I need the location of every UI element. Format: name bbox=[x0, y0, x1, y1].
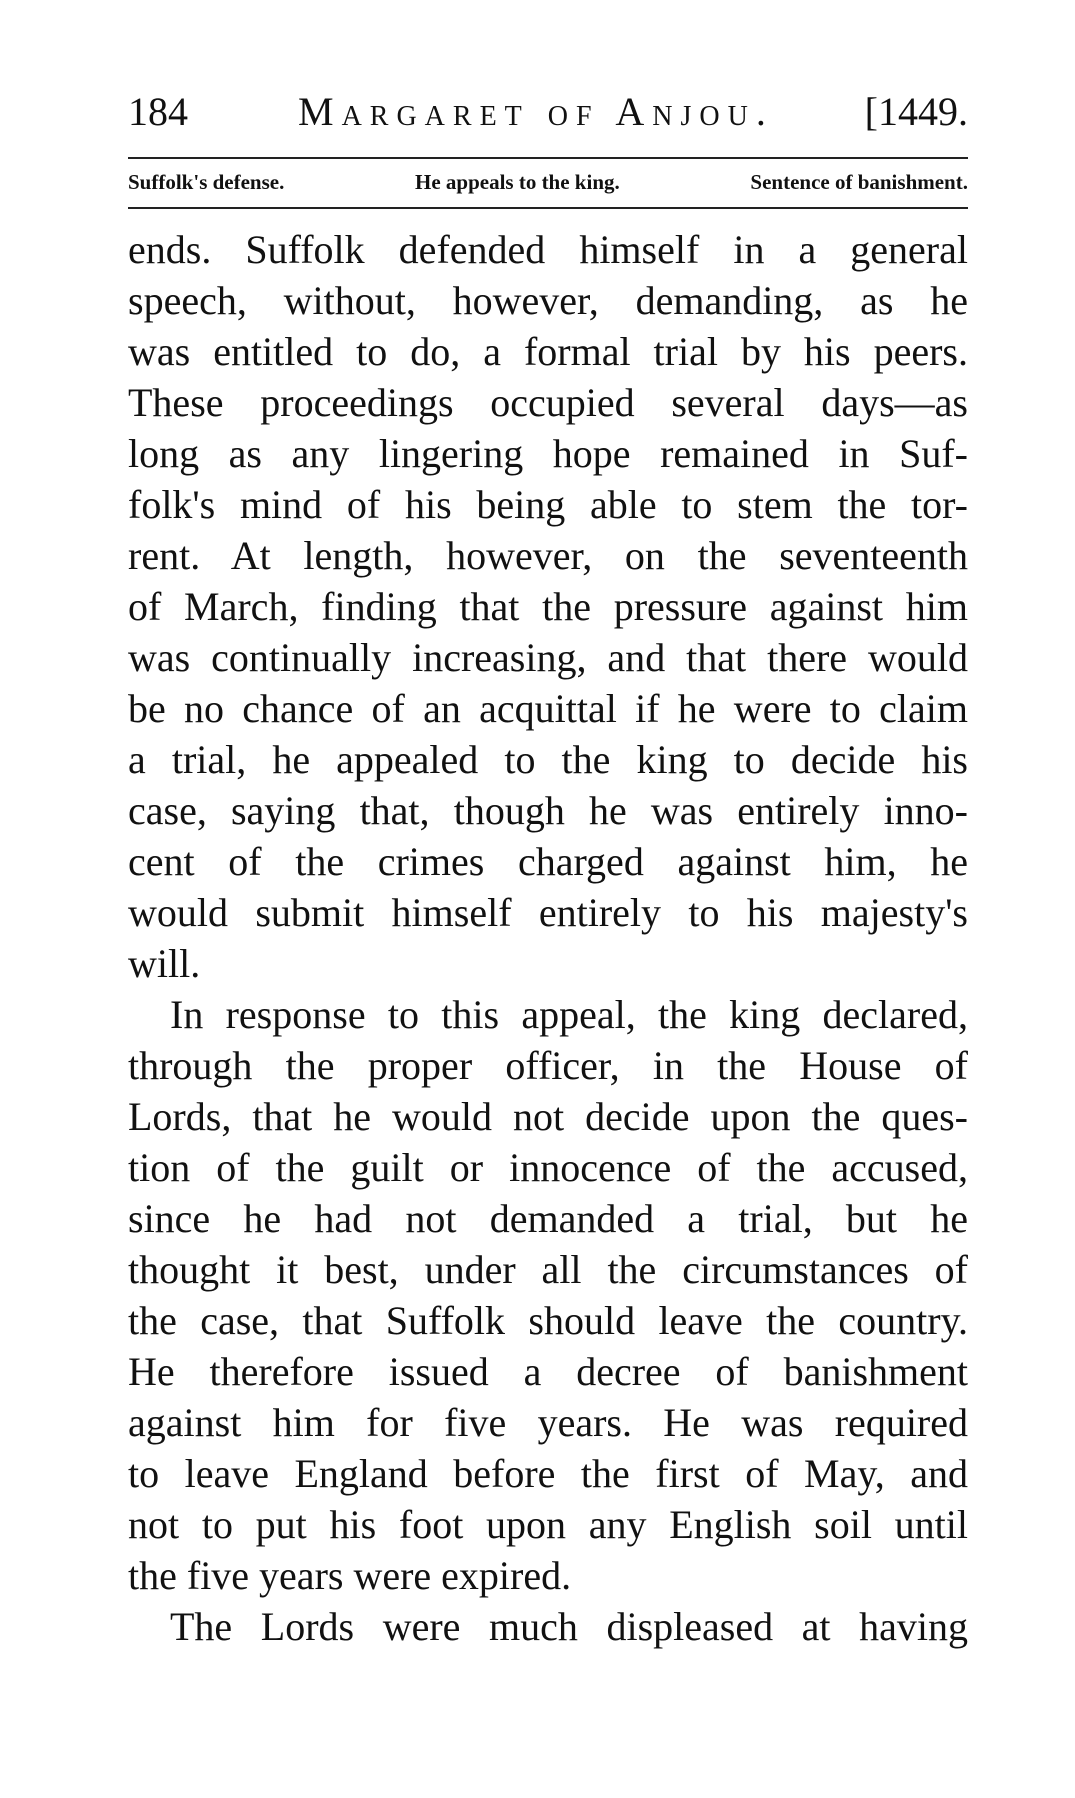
text-line: long as any lingering hope remained in Suf- bbox=[128, 431, 968, 476]
text-line: speech, without, however, demanding, as he bbox=[128, 278, 968, 323]
text-line: to leave England before the first of May, and bbox=[128, 1451, 968, 1496]
text-line: case, saying that, though he was entirely inno- bbox=[128, 788, 968, 833]
text-line: the case, that Suffolk should leave the country. bbox=[128, 1298, 968, 1343]
text-line: Lords, that he would not decide upon the ques- bbox=[128, 1094, 968, 1139]
text-line: will. bbox=[128, 941, 201, 986]
text-line: cent of the crimes charged against him, he bbox=[128, 839, 968, 884]
body-text bbox=[128, 224, 968, 1652]
text-line: since he had not demanded a trial, but he bbox=[128, 1196, 968, 1241]
topic-summary bbox=[128, 166, 968, 198]
text-line: a trial, he appealed to the king to decide his bbox=[128, 737, 968, 782]
text-line: rent. At length, however, on the seventeenth bbox=[128, 533, 968, 578]
paragraph bbox=[128, 1601, 968, 1652]
topic-middle: He appeals to the king. bbox=[414, 170, 620, 194]
text-line: would submit himself entirely to his majesty's bbox=[128, 890, 968, 935]
text-line: These proceedings occupied several days—as bbox=[128, 380, 968, 425]
paragraph bbox=[128, 224, 968, 989]
text-line: be no chance of an acquittal if he were to claim bbox=[128, 686, 968, 731]
text-line: the five years were expired. bbox=[128, 1553, 572, 1598]
topic-left: Suffolk's defense. bbox=[128, 170, 285, 194]
running-header bbox=[128, 88, 968, 138]
running-title: Margaret of Anjou. bbox=[298, 89, 774, 134]
text-line: He therefore issued a decree of banishment bbox=[128, 1349, 968, 1394]
text-line: folk's mind of his being able to stem the tor- bbox=[128, 482, 968, 527]
text-line: tion of the guilt or innocence of the accused, bbox=[128, 1145, 968, 1190]
text-line: through the proper officer, in the House of bbox=[128, 1043, 968, 1088]
paragraph bbox=[128, 989, 968, 1601]
text-line: not to put his foot upon any English soil until bbox=[128, 1502, 968, 1547]
text-line: In response to this appeal, the king declared, bbox=[170, 992, 968, 1037]
topic-right: Sentence of banishment. bbox=[750, 170, 968, 194]
text-line: ends. Suffolk defended himself in a general bbox=[128, 227, 968, 272]
header-rule-top bbox=[128, 157, 968, 159]
text-line: thought it best, under all the circumstances of bbox=[128, 1247, 968, 1292]
header-rule-bottom bbox=[128, 207, 968, 209]
text-line: against him for five years. He was required bbox=[128, 1400, 968, 1445]
text-line: of March, finding that the pressure against him bbox=[128, 584, 968, 629]
header-year: [1449. bbox=[864, 89, 968, 134]
text-line: was continually increasing, and that there would bbox=[128, 635, 968, 680]
text-line: The Lords were much displeased at having bbox=[170, 1604, 968, 1649]
text-line: was entitled to do, a formal trial by his peers. bbox=[128, 329, 968, 374]
page-number: 184 bbox=[128, 89, 188, 134]
